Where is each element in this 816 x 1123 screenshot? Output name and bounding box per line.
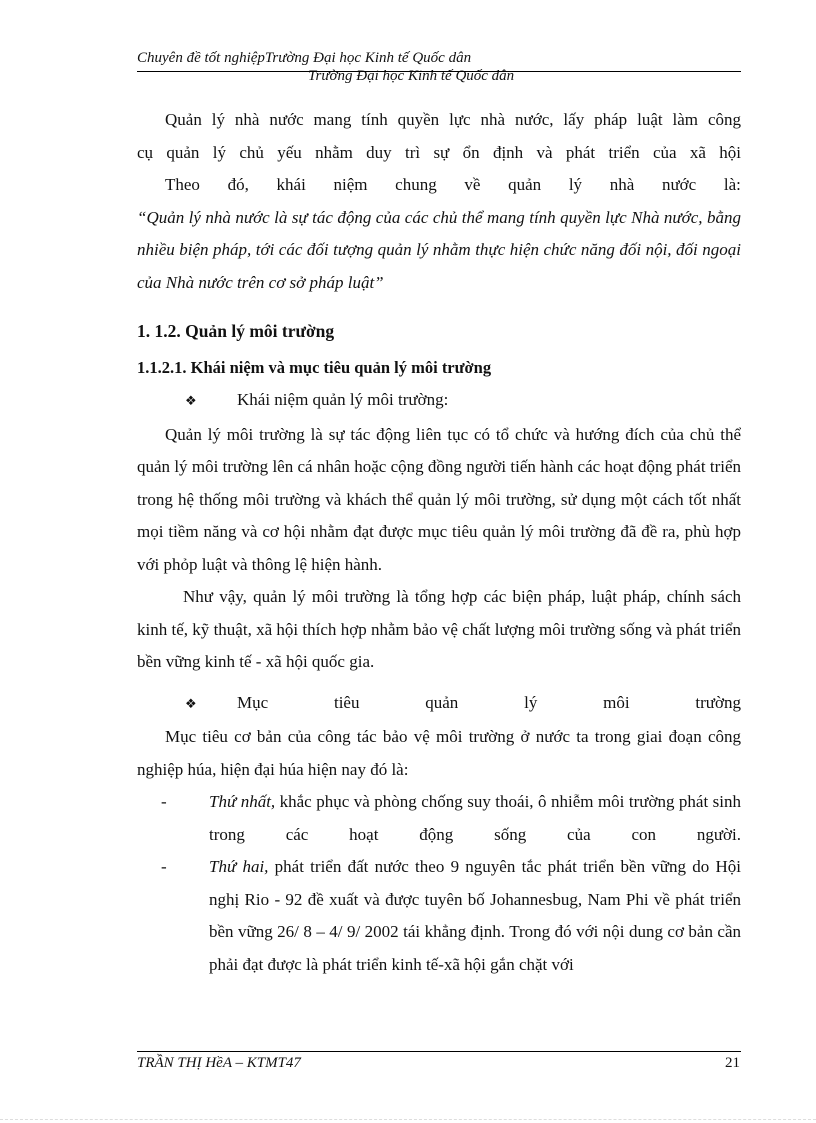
item-body: phát triển đất nước theo 9 nguyên tắc phát triển bền vững do Hội nghị Rio - 92 đề xuất và được tuyên bố Johannesbug, Nam Phi về phát triển bền vững 26/ 8 – 4/ 9/ 2002 tái khẳng định. Trong đó với nội dung cơ bản cần phải đạt được là phát triển kinh tế-xã hội gắn chặt với — [209, 857, 741, 974]
lead-word: niệm — [333, 175, 368, 194]
lead-word: quản — [508, 175, 542, 194]
intro-line-1: Quản lý nhà nước mang tính quyền lực nhà nước, lấy pháp luật làm công — [165, 110, 741, 129]
item-body: khắc phục và phòng chống suy thoái, ô nhiễm môi trường phát sinh trong các hoạt động sống của con người. — [209, 792, 741, 844]
lead-word: đó, — [227, 175, 249, 194]
goal-word: tiêu — [333, 692, 360, 712]
dash-marker: - — [161, 857, 167, 876]
goal-word: trường — [695, 692, 741, 712]
page-edge — [0, 1119, 816, 1120]
header-title: Chuyên đề tốt nghiệpTrường Đại học Kinh tế Quốc dân — [137, 50, 472, 66]
lead-word: là: — [723, 175, 741, 194]
goal-word: quản — [425, 692, 459, 712]
footer-author: TRẦN THỊ HềA – KTMT47 — [137, 1055, 301, 1071]
goal-paragraph: Mục tiêu cơ bản của công tác bảo vệ môi trường ở nước ta trong giai đoạn công nghiệp húa, hiện đại húa hiện nay đó là: — [137, 727, 741, 779]
summary-paragraph: Như vậy, quản lý môi trường là tổng hợp các biện pháp, luật pháp, chính sách kinh tế, kỹ thuật, xã hội thích hợp nhằm bảo vệ chất lượng môi trường sống và phát triển bền vững kinh tế - xã hội quốc gia. — [137, 587, 741, 671]
definition-lead — [137, 169, 741, 202]
list-item-text — [209, 851, 741, 981]
list-item-text — [209, 786, 741, 851]
definition-quote: “Quản lý nhà nước là sự tác động của các chủ thể mang tính quyền lực Nhà nước, bằng nhiều biện pháp, tới các đối tượng quản lý nhằm thực hiện chức năng đối nội, đối ngoại của Nhà nước trên cơ sở pháp luật” — [137, 207, 741, 292]
section-heading: 1. 1.2. Quản lý môi trường — [137, 321, 335, 341]
dash-marker: - — [161, 792, 167, 811]
bullet-goal-label — [237, 687, 741, 720]
lead-word: về — [464, 175, 481, 194]
header-subtitle: Trường Đại học Kinh tế Quốc dân — [308, 68, 515, 84]
lead-word: khái — [276, 175, 306, 194]
lead-word: nhà — [609, 175, 635, 194]
lead-word: chung — [395, 175, 437, 194]
lead-word: nước — [661, 175, 697, 194]
bullet-goal — [137, 687, 741, 722]
intro-line-2: cụ quản lý chủ yếu nhằm duy trì sự ổn định và phát triển của xã hội — [137, 142, 741, 162]
subsection-heading: 1.1.2.1. Khái niệm và mục tiêu quản lý môi trường — [137, 357, 492, 377]
lead-word: Theo — [165, 175, 200, 194]
bullet-concept — [137, 384, 741, 419]
header-rule — [137, 71, 741, 72]
goal-word: môi — [603, 692, 630, 712]
footer-rule — [137, 1051, 741, 1052]
list-item — [137, 851, 741, 981]
page-body — [137, 104, 741, 981]
goal-word: Mục — [237, 692, 269, 712]
list-item — [137, 786, 741, 851]
lead-word: lý — [568, 175, 583, 194]
item-label: Thứ nhất, — [209, 792, 276, 811]
concept-paragraph: Quản lý môi trường là sự tác động liên tục có tổ chức và hướng đích của chủ thể quản lý môi trường lên cá nhân hoặc cộng đồng người tiến hành các hoạt động phát triển trong hệ thống môi trường và khách thể quản lý môi trường, sử dụng một cách tốt nhất mọi tiềm năng và cơ hội nhằm đạt được mục tiêu quản lý môi trường đã đề ra, phù hợp với phỏp luật và thông lệ hiện hành. — [137, 424, 741, 574]
bullet-concept-label: Khái niệm quản lý môi trường: — [237, 390, 449, 409]
item-label: Thứ hai, — [209, 857, 269, 876]
page-number: 21 — [725, 1055, 740, 1071]
diamond-bullet-icon: ❖ — [185, 696, 197, 712]
goal-word: lý — [524, 692, 538, 712]
diamond-bullet-icon: ❖ — [185, 394, 197, 409]
